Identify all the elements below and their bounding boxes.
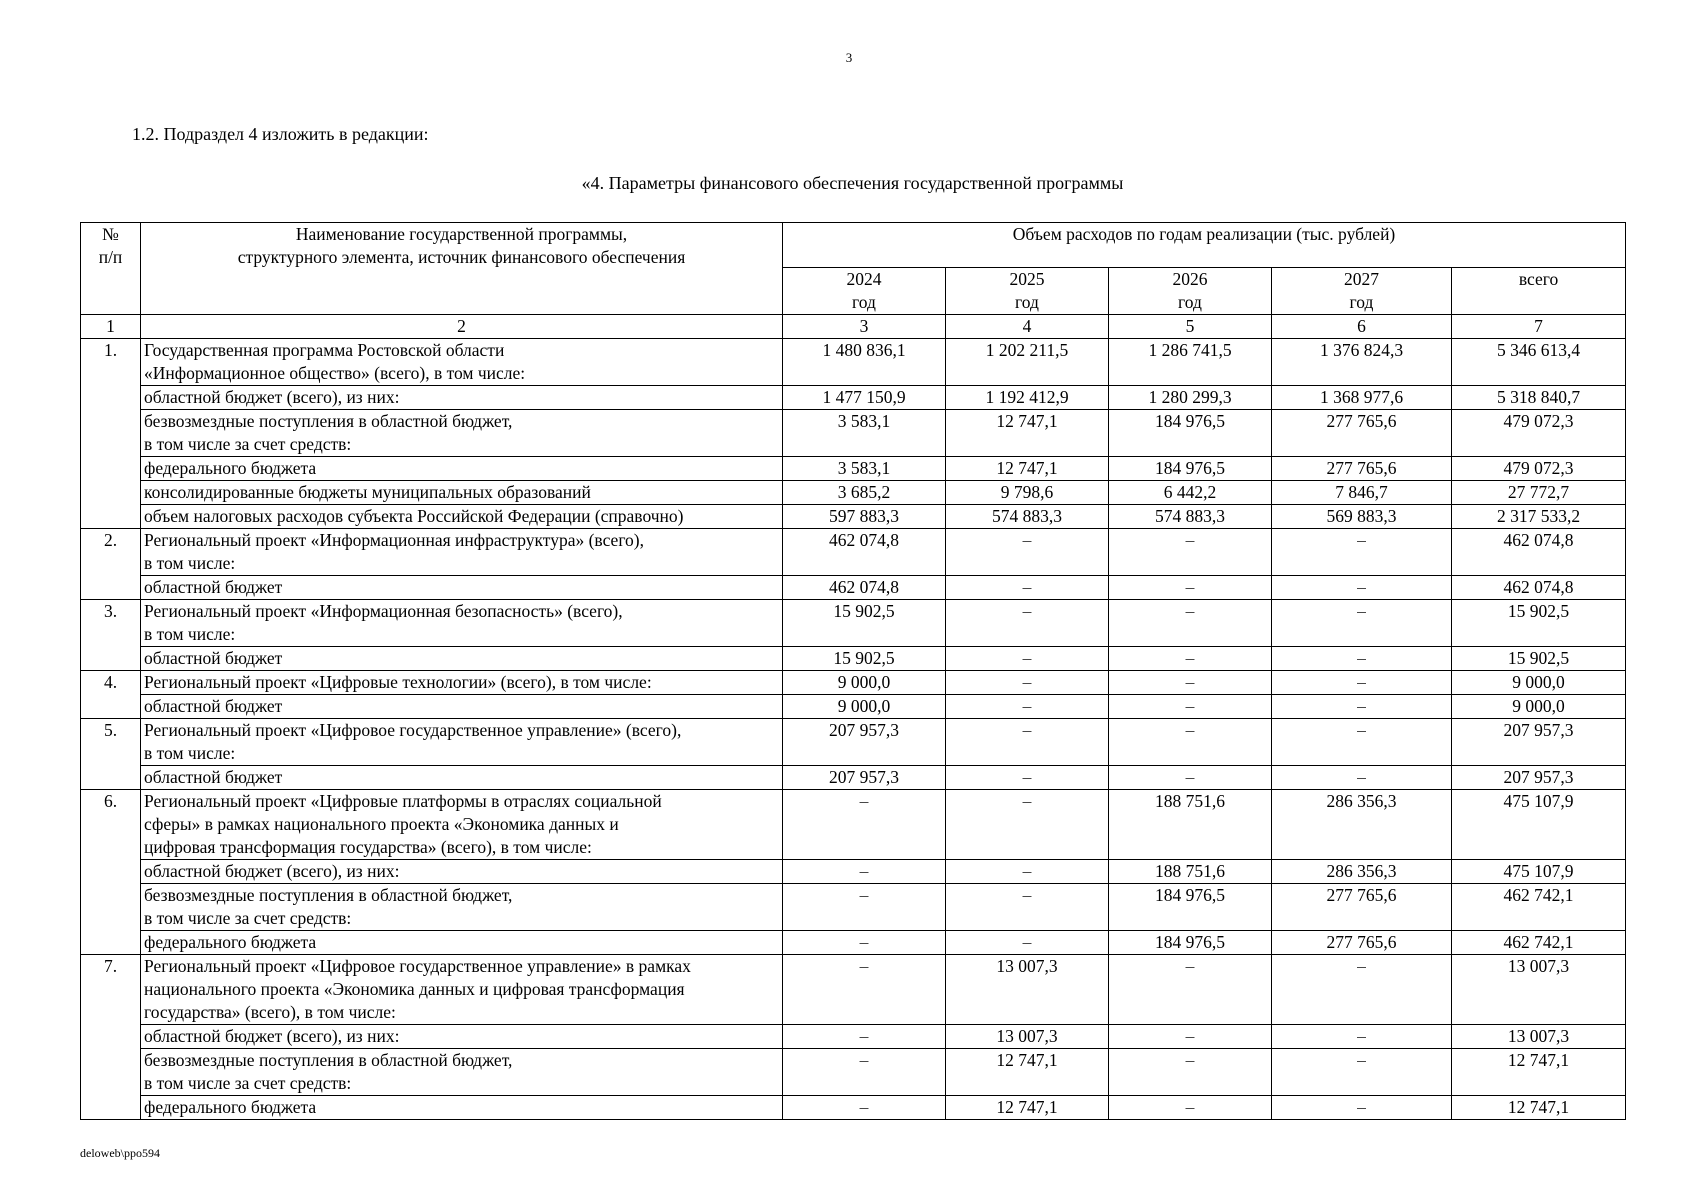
year-value-cell: – [783, 884, 946, 931]
year-value-cell: 1 368 977,6 [1272, 386, 1452, 410]
year-value-cell: 277 765,6 [1272, 931, 1452, 955]
row-name-line: сферы» в рамках национального проекта «Экономика данных и [144, 814, 619, 834]
year-value-cell: – [946, 647, 1109, 671]
row-name-line: в том числе: [144, 624, 236, 644]
year-value-cell: – [1272, 1096, 1452, 1120]
year-value-cell: 277 765,6 [1272, 410, 1452, 457]
year-value-cell: 574 883,3 [946, 505, 1109, 529]
table-row [81, 529, 1626, 576]
row-name-line: областной бюджет (всего), из них: [144, 1026, 400, 1046]
total-value-cell: 207 957,3 [1452, 766, 1626, 790]
year-value-cell: 12 747,1 [946, 410, 1109, 457]
year-value-cell: – [1272, 955, 1452, 1025]
year-label: 2024 [846, 269, 882, 289]
table-row [81, 505, 1626, 529]
year-value-cell: – [946, 790, 1109, 860]
year-value-cell: – [1109, 955, 1272, 1025]
year-value-cell: – [783, 860, 946, 884]
year-value-cell: 1 286 741,5 [1109, 339, 1272, 386]
row-name-line: безвозмездные поступления в областной бюджет, [144, 411, 513, 431]
year-value-cell: 1 480 836,1 [783, 339, 946, 386]
year-value-cell: 3 583,1 [783, 457, 946, 481]
year-value-cell: 188 751,6 [1109, 860, 1272, 884]
row-name-line: Региональный проект «Цифровые технологии» (всего), в том числе: [144, 672, 652, 692]
year-value-cell: – [783, 1025, 946, 1049]
year-value-cell: 12 747,1 [946, 1096, 1109, 1120]
header-name-line2: структурного элемента, источник финансового обеспечения [237, 247, 686, 267]
year-value-cell: – [1272, 719, 1452, 766]
year-value-cell: – [783, 955, 946, 1025]
table-row [81, 647, 1626, 671]
table-row [81, 600, 1626, 647]
year-value-cell: – [783, 1096, 946, 1120]
table-row [81, 931, 1626, 955]
row-name-line: областной бюджет (всего), из них: [144, 387, 400, 407]
row-name-line: областной бюджет [144, 577, 283, 597]
year-value-cell: – [1109, 719, 1272, 766]
total-value-cell: 479 072,3 [1452, 457, 1626, 481]
row-name-cell [141, 481, 783, 505]
row-name-cell [141, 600, 783, 647]
year-value-cell: 12 747,1 [946, 1049, 1109, 1096]
year-value-cell: 1 202 211,5 [946, 339, 1109, 386]
total-value-cell: 27 772,7 [1452, 481, 1626, 505]
page-number: 3 [845, 50, 853, 65]
year-value-cell: – [783, 1049, 946, 1096]
column-number: 4 [946, 315, 1109, 339]
total-value-cell: 207 957,3 [1452, 719, 1626, 766]
row-name-line: областной бюджет [144, 696, 283, 716]
row-name-line: цифровая трансформация государства» (всего), в том числе: [144, 837, 592, 857]
row-name-line: Региональный проект «Цифровое государственное управление» (всего), [144, 720, 682, 740]
year-value-cell: 7 846,7 [1272, 481, 1452, 505]
total-value-cell: 12 747,1 [1452, 1049, 1626, 1096]
year-value-cell: – [946, 931, 1109, 955]
year-value-cell: – [1272, 766, 1452, 790]
row-name-cell [141, 766, 783, 790]
row-number: 2. [81, 529, 141, 600]
year-value-cell: – [946, 884, 1109, 931]
year-value-cell: 1 477 150,9 [783, 386, 946, 410]
header-num-cell [81, 223, 141, 315]
row-name-cell [141, 386, 783, 410]
total-value-cell: 13 007,3 [1452, 1025, 1626, 1049]
row-number: 1. [81, 339, 141, 529]
year-value-cell: – [1109, 1096, 1272, 1120]
year-value-cell: 207 957,3 [783, 719, 946, 766]
row-name-line: Региональный проект «Информационная инфраструктура» (всего), [144, 530, 645, 550]
year-value-cell: – [1109, 671, 1272, 695]
year-value-cell: 574 883,3 [1109, 505, 1272, 529]
row-name-cell [141, 505, 783, 529]
year-value-cell: 15 902,5 [783, 600, 946, 647]
year-value-cell: 9 000,0 [783, 695, 946, 719]
total-value-cell: 475 107,9 [1452, 790, 1626, 860]
row-name-line: в том числе за счет средств: [144, 434, 352, 454]
row-name-line: государства» (всего), в том числе: [144, 1002, 396, 1022]
year-value-cell: – [1272, 647, 1452, 671]
year-value-cell: 188 751,6 [1109, 790, 1272, 860]
total-value-cell: 12 747,1 [1452, 1096, 1626, 1120]
row-name-cell [141, 719, 783, 766]
row-name-line: национального проекта «Экономика данных и цифровая трансформация [144, 979, 685, 999]
year-value-cell: – [946, 576, 1109, 600]
row-name-line: областной бюджет [144, 767, 283, 787]
table-row [81, 339, 1626, 386]
year-value-cell: – [946, 719, 1109, 766]
year-value-cell: – [946, 860, 1109, 884]
year-value-cell: – [1109, 647, 1272, 671]
row-name-cell [141, 457, 783, 481]
total-value-cell: 5 346 613,4 [1452, 339, 1626, 386]
table-row [81, 860, 1626, 884]
table-row [81, 481, 1626, 505]
year-label: 2026 [1172, 269, 1208, 289]
row-number: 7. [81, 955, 141, 1120]
table-row [81, 1096, 1626, 1120]
year-value-cell: 207 957,3 [783, 766, 946, 790]
table-body [81, 315, 1626, 1120]
year-label: 2027 [1344, 269, 1379, 289]
row-name-line: Региональный проект «Информационная безопасность» (всего), [144, 601, 623, 621]
column-number: 6 [1272, 315, 1452, 339]
row-number: 5. [81, 719, 141, 790]
total-value-cell: 15 902,5 [1452, 647, 1626, 671]
table-row [81, 1049, 1626, 1096]
year-value-cell: 13 007,3 [946, 955, 1109, 1025]
year-value-cell: – [946, 529, 1109, 576]
row-name-line: областной бюджет [144, 648, 283, 668]
year-value-cell: 3 685,2 [783, 481, 946, 505]
year-value-cell: – [1272, 671, 1452, 695]
column-number: 7 [1452, 315, 1626, 339]
total-value-cell: 462 074,8 [1452, 576, 1626, 600]
year-value-cell: – [1109, 695, 1272, 719]
header-total: всего [1452, 268, 1626, 315]
year-label: 2025 [1009, 269, 1045, 289]
row-name-line: безвозмездные поступления в областной бюджет, [144, 1050, 513, 1070]
row-name-cell [141, 671, 783, 695]
row-number: 3. [81, 600, 141, 671]
year-value-cell: – [1272, 1025, 1452, 1049]
year-unit: год [1178, 292, 1202, 312]
total-value-cell: 475 107,9 [1452, 860, 1626, 884]
year-value-cell: 9 000,0 [783, 671, 946, 695]
year-value-cell: 569 883,3 [1272, 505, 1452, 529]
year-value-cell: – [1109, 576, 1272, 600]
year-value-cell: 184 976,5 [1109, 884, 1272, 931]
year-value-cell: – [783, 790, 946, 860]
year-value-cell: – [1272, 576, 1452, 600]
row-name-line: Государственная программа Ростовской области [144, 340, 505, 360]
table-row [81, 1025, 1626, 1049]
year-value-cell: – [1109, 600, 1272, 647]
row-name-cell [141, 410, 783, 457]
column-number: 2 [141, 315, 783, 339]
year-unit: год [1015, 292, 1039, 312]
row-number: 6. [81, 790, 141, 955]
total-value-cell: 462 074,8 [1452, 529, 1626, 576]
header-name-cell [141, 223, 783, 315]
year-value-cell: 1 376 824,3 [1272, 339, 1452, 386]
year-value-cell: – [1272, 695, 1452, 719]
year-value-cell: 9 798,6 [946, 481, 1109, 505]
year-value-cell: 597 883,3 [783, 505, 946, 529]
row-name-cell [141, 884, 783, 931]
row-name-line: в том числе за счет средств: [144, 908, 352, 928]
row-name-cell [141, 1025, 783, 1049]
financing-table [80, 222, 1626, 1120]
table-row [81, 955, 1626, 1025]
column-number: 5 [1109, 315, 1272, 339]
table-row [81, 386, 1626, 410]
row-name-cell [141, 860, 783, 884]
row-name-line: объем налоговых расходов субъекта Российской Федерации (справочно) [144, 506, 684, 526]
row-name-line: Региональный проект «Цифровые платформы в отраслях социальной [144, 791, 662, 811]
row-name-line: Региональный проект «Цифровое государственное управление» в рамках [144, 956, 691, 976]
table-row [81, 719, 1626, 766]
total-value-cell: 15 902,5 [1452, 600, 1626, 647]
header-year-2026 [1109, 268, 1272, 315]
year-value-cell: – [946, 671, 1109, 695]
header-name-line1: Наименование государственной программы, [295, 224, 628, 244]
year-value-cell: 277 765,6 [1272, 457, 1452, 481]
row-name-line: «Информационное общество» (всего), в том числе: [144, 363, 526, 383]
row-name-cell [141, 790, 783, 860]
total-value-cell: 9 000,0 [1452, 695, 1626, 719]
year-value-cell: 462 074,8 [783, 529, 946, 576]
total-value-cell: 9 000,0 [1452, 671, 1626, 695]
table-row [81, 457, 1626, 481]
header-num-line2: п/п [98, 247, 123, 267]
year-value-cell: 6 442,2 [1109, 481, 1272, 505]
total-value-cell: 2 317 533,2 [1452, 505, 1626, 529]
year-value-cell: 286 356,3 [1272, 790, 1452, 860]
row-name-line: в том числе: [144, 553, 236, 573]
header-volume-cell: Объем расходов по годам реализации (тыс. рублей) [783, 223, 1626, 268]
header-row-1 [81, 223, 1626, 268]
row-name-line: федерального бюджета [144, 932, 317, 952]
year-value-cell: 286 356,3 [1272, 860, 1452, 884]
year-unit: год [1349, 292, 1374, 312]
intro-text: 1.2. Подраздел 4 изложить в редакции: [132, 124, 429, 144]
year-value-cell: – [1272, 600, 1452, 647]
year-value-cell: – [1109, 766, 1272, 790]
year-value-cell: 462 074,8 [783, 576, 946, 600]
row-name-cell [141, 647, 783, 671]
year-value-cell: 13 007,3 [946, 1025, 1109, 1049]
row-name-line: федерального бюджета [144, 458, 317, 478]
year-value-cell: 1 192 412,9 [946, 386, 1109, 410]
total-value-cell: 462 742,1 [1452, 884, 1626, 931]
row-name-line: безвозмездные поступления в областной бюджет, [144, 885, 513, 905]
year-value-cell: – [783, 931, 946, 955]
row-name-cell [141, 529, 783, 576]
row-name-line: федерального бюджета [144, 1097, 317, 1117]
row-name-line: консолидированные бюджеты муниципальных образований [144, 482, 591, 502]
year-value-cell: 15 902,5 [783, 647, 946, 671]
table-row [81, 671, 1626, 695]
row-number: 4. [81, 671, 141, 719]
year-value-cell: – [946, 600, 1109, 647]
section-title: «4. Параметры финансового обеспечения государственной программы [581, 173, 1124, 193]
table-row [81, 576, 1626, 600]
year-value-cell: 184 976,5 [1109, 931, 1272, 955]
row-name-cell [141, 695, 783, 719]
year-value-cell: 277 765,6 [1272, 884, 1452, 931]
year-value-cell: – [1109, 529, 1272, 576]
row-name-cell [141, 931, 783, 955]
header-year-2027 [1272, 268, 1452, 315]
table-row [81, 790, 1626, 860]
total-value-cell: 479 072,3 [1452, 410, 1626, 457]
row-name-line: в том числе за счет средств: [144, 1073, 352, 1093]
year-value-cell: – [1272, 1049, 1452, 1096]
year-value-cell: – [1272, 529, 1452, 576]
row-name-cell [141, 339, 783, 386]
column-number-row [81, 315, 1626, 339]
header-year-2025 [946, 268, 1109, 315]
row-name-cell [141, 955, 783, 1025]
table-row [81, 884, 1626, 931]
table-row [81, 766, 1626, 790]
year-value-cell: – [1109, 1025, 1272, 1049]
row-name-cell [141, 576, 783, 600]
year-value-cell: 184 976,5 [1109, 457, 1272, 481]
year-value-cell: – [1109, 1049, 1272, 1096]
year-value-cell: 12 747,1 [946, 457, 1109, 481]
header-num-line1: № [102, 224, 119, 244]
table-row [81, 695, 1626, 719]
row-name-line: областной бюджет (всего), из них: [144, 861, 400, 881]
header-year-2024 [783, 268, 946, 315]
row-name-line: в том числе: [144, 743, 236, 763]
total-value-cell: 5 318 840,7 [1452, 386, 1626, 410]
column-number: 1 [81, 315, 141, 339]
total-value-cell: 13 007,3 [1452, 955, 1626, 1025]
year-value-cell: 3 583,1 [783, 410, 946, 457]
year-value-cell: – [946, 766, 1109, 790]
column-number: 3 [783, 315, 946, 339]
year-value-cell: – [946, 695, 1109, 719]
year-unit: год [852, 292, 876, 312]
year-value-cell: 184 976,5 [1109, 410, 1272, 457]
footer-text: deloweb\ppo594 [80, 1146, 160, 1160]
total-value-cell: 462 742,1 [1452, 931, 1626, 955]
year-value-cell: 1 280 299,3 [1109, 386, 1272, 410]
row-name-cell [141, 1049, 783, 1096]
table-row [81, 410, 1626, 457]
row-name-cell [141, 1096, 783, 1120]
